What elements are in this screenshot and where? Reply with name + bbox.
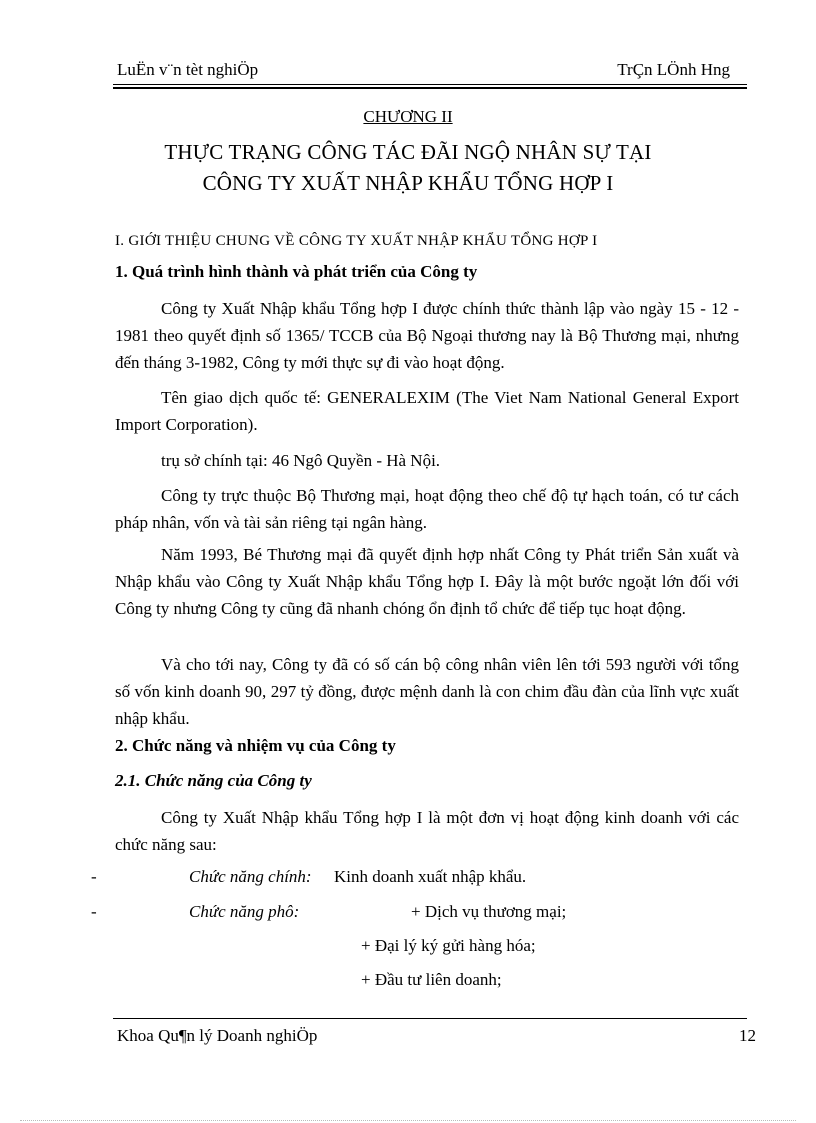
paragraph-status: Công ty trực thuộc Bộ Thương mại, hoạt động theo chế độ tự hạch toán, có tư cách pháp nhân, vốn và tài sản riêng tại ngân hàng. — [115, 486, 739, 532]
sub-function-label: Chức năng phô: — [189, 902, 300, 921]
chapter-title-line-2: CÔNG TY XUẤT NHẬP KHẨU TỔNG HỢP I — [202, 171, 614, 195]
sub-function-item: + Đại lý ký gửi hàng hóa; — [361, 936, 536, 955]
subsection-heading-1: 1. Quá trình hình thành và phát triển của Công ty — [115, 262, 478, 281]
footer-left-text: Khoa Qu¶n lý Doanh nghiÖp — [117, 1026, 318, 1045]
subsection-heading-2-1: 2.1. Chức năng của Công ty — [115, 771, 312, 790]
header-right-text: TrÇn LÖnh Hng — [617, 60, 730, 79]
sub-function-item: + Đầu tư liên doanh; — [361, 970, 502, 989]
paragraph-founding: Công ty Xuất Nhập khẩu Tổng hợp I được chính thức thành lập vào ngày 15 - 12 - 1981 theo quyết định số 1365/ TCCB của Bộ Ngoại thương nay là Bộ Thương mại, nhưng đến tháng 3-1982, Công ty mới thực sự đi vào hoạt động. — [115, 299, 739, 372]
chapter-title-line-1: THỰC TRẠNG CÔNG TÁC ĐÃI NGỘ NHÂN SỰ TẠI — [164, 140, 652, 164]
main-function-value: Kinh doanh xuất nhập khẩu. — [334, 867, 527, 886]
main-function-label: Chức năng chính: — [189, 867, 312, 886]
bullet-dash-1: - — [91, 867, 97, 886]
section-heading: I. GIỚI THIỆU CHUNG VỀ CÔNG TY XUẤT NHẬP KHẨU TỔNG HỢP I — [115, 233, 598, 249]
page-bottom-border — [20, 1120, 796, 1121]
paragraph-merger: Năm 1993, Bé Thương mại đã quyết định hợp nhất Công ty Phát triển Sản xuất và Nhập khẩu vào Công ty Xuất Nhập khẩu Tổng hợp I. Đây là một bước ngoặt lớn đối với Công ty nhưng Công ty cũng đã nhanh chóng ổn định tổ chức để tiếp tục hoạt động. — [115, 545, 739, 618]
subsection-heading-2: 2. Chức năng và nhiệm vụ của Công ty — [115, 736, 396, 755]
paragraph-functions-intro: Công ty Xuất Nhập khẩu Tổng hợp I là một đơn vị hoạt động kinh doanh với các chức năng sau: — [115, 808, 739, 854]
header-left-text: LuËn v¨n tèt nghiÖp — [117, 60, 259, 79]
paragraph-headquarters: trụ sở chính tại: 46 Ngô Quyền - Hà Nội. — [161, 451, 441, 470]
header-rule-thin — [113, 84, 747, 85]
header-rule-thick — [113, 87, 747, 89]
footer-rule — [113, 1018, 747, 1019]
paragraph-current: Và cho tới nay, Công ty đã có số cán bộ công nhân viên lên tới 593 người với tổng số vốn kinh doanh 90, 297 tỷ đồng, được mệnh danh là con chim đầu đàn của lĩnh vực xuất nhập khẩu. — [115, 655, 739, 728]
chapter-label: CHƯƠNG II — [363, 107, 453, 126]
page-number: 12 — [739, 1026, 756, 1045]
bullet-dash-2: - — [91, 902, 97, 921]
sub-function-item: + Dịch vụ thương mại; — [411, 902, 567, 921]
paragraph-trade-name: Tên giao dịch quốc tế: GENERALEXIM (The Viet Nam National General Export Import Corporation). — [115, 388, 739, 434]
